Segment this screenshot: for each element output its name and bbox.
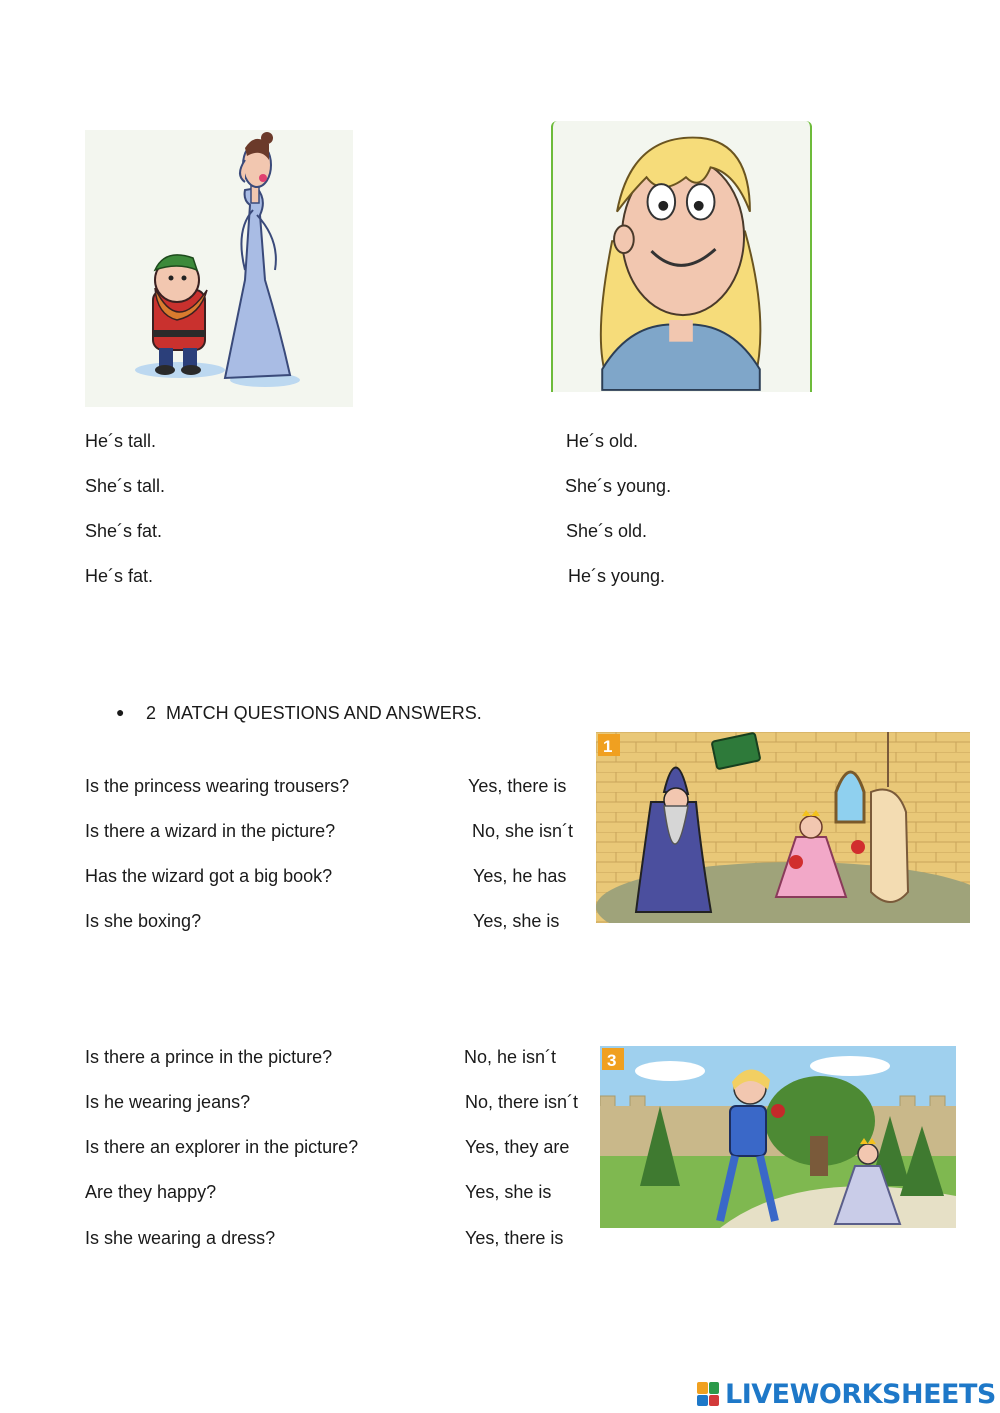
answer-yes-there-is[interactable]: Yes, there is: [465, 1228, 564, 1248]
option-he-young[interactable]: He´s young.: [568, 566, 666, 586]
question-wizard-big-book[interactable]: Has the wizard got a big book?: [85, 866, 333, 886]
prince-princess-garden-picture: [600, 1046, 956, 1228]
option-she-young[interactable]: She´s young.: [565, 476, 672, 496]
answer-yes-there-is[interactable]: Yes, there is: [468, 776, 567, 796]
question-explorer-in-picture[interactable]: Is there an explorer in the picture?: [85, 1137, 359, 1157]
liveworksheets-logo: [697, 1378, 996, 1410]
answer-yes-she-is[interactable]: Yes, she is: [473, 911, 560, 931]
picture1-number: 1: [603, 737, 613, 756]
answer-no-there-isnt[interactable]: No, there isn´t: [465, 1092, 579, 1112]
option-she-tall[interactable]: She´s tall.: [85, 476, 166, 496]
question-wearing-jeans[interactable]: Is he wearing jeans?: [85, 1092, 251, 1112]
option-she-old[interactable]: She´s old.: [566, 521, 648, 541]
question-she-boxing[interactable]: Is she boxing?: [85, 911, 202, 931]
question-wearing-dress[interactable]: Is she wearing a dress?: [85, 1228, 276, 1248]
answer-no-he-isnt[interactable]: No, he isn´t: [464, 1047, 557, 1067]
bullet-icon: ●: [116, 704, 125, 720]
question-wizard-in-picture[interactable]: Is there a wizard in the picture?: [85, 821, 336, 841]
blonde-girl-picture: [551, 121, 812, 392]
question-they-happy[interactable]: Are they happy?: [85, 1182, 217, 1202]
wizard-princess-picture: [596, 732, 970, 923]
question-prince-in-picture[interactable]: Is there a prince in the picture?: [85, 1047, 333, 1067]
answer-yes-he-has[interactable]: Yes, he has: [473, 866, 567, 886]
option-he-tall[interactable]: He´s tall.: [85, 431, 157, 451]
section2-heading: 2 MATCH QUESTIONS AND ANSWERS.: [146, 703, 482, 723]
dwarf-and-tall-woman-picture: [85, 130, 353, 407]
answer-yes-they-are[interactable]: Yes, they are: [465, 1137, 570, 1157]
answer-yes-she-is[interactable]: Yes, she is: [465, 1182, 552, 1202]
logo-text: LIVEWORKSHEETS: [725, 1378, 996, 1410]
option-she-fat[interactable]: She´s fat.: [85, 521, 163, 541]
question-princess-trousers[interactable]: Is the princess wearing trousers?: [85, 776, 350, 796]
picture3-number: 3: [607, 1051, 617, 1070]
option-he-old[interactable]: He´s old.: [566, 431, 639, 451]
option-he-fat[interactable]: He´s fat.: [85, 566, 154, 586]
logo-mark-icon: [697, 1382, 719, 1406]
answer-no-she-isnt[interactable]: No, she isn´t: [472, 821, 574, 841]
